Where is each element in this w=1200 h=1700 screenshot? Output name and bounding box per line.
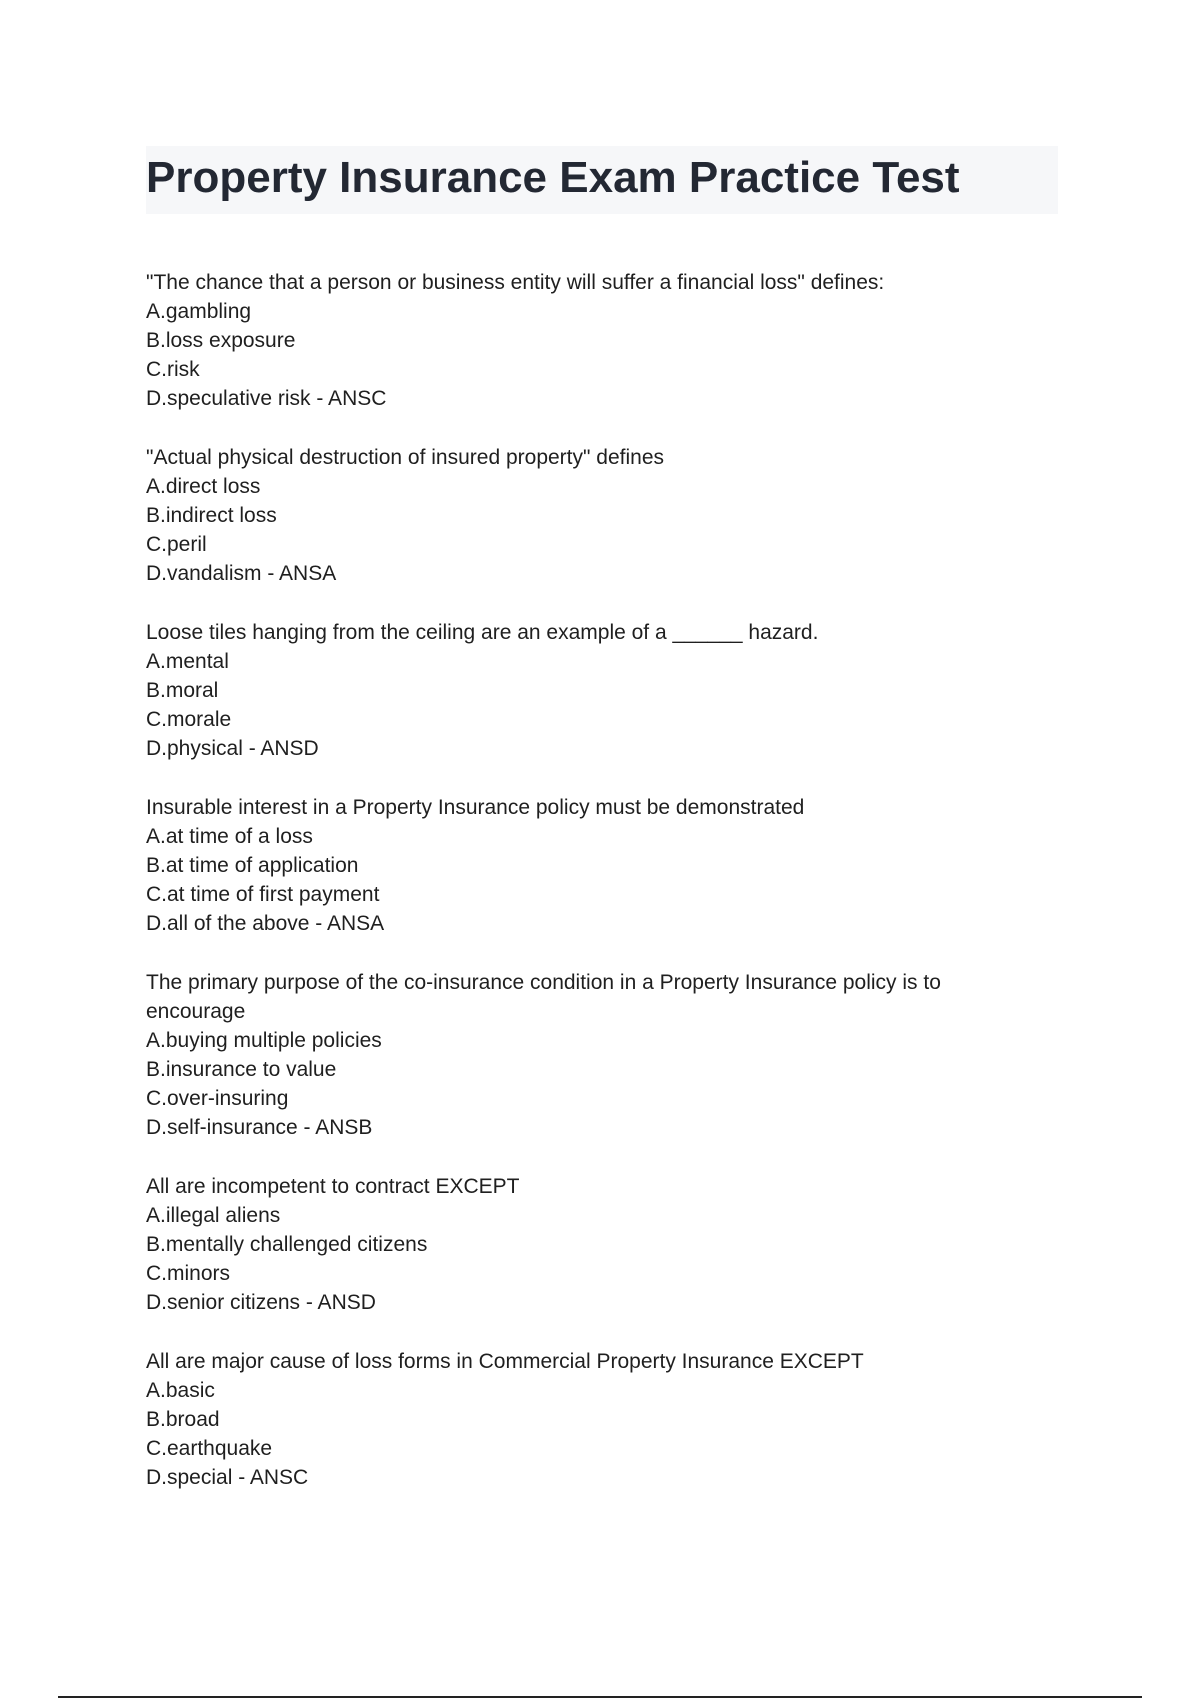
- option-a: A.gambling: [146, 300, 252, 323]
- option-d-answer: D.senior citizens - ANSD: [146, 1291, 376, 1314]
- question-text: "Actual physical destruction of insured property" defines: [146, 446, 665, 469]
- question-list: [146, 268, 1026, 1522]
- option-b: B.broad: [146, 1408, 220, 1431]
- option-d-answer: D.all of the above - ANSA: [146, 912, 385, 935]
- question-text: The primary purpose of the co-insurance condition in a Property Insurance policy is to encourage: [146, 971, 941, 1023]
- question-text: Loose tiles hanging from the ceiling are an example of a ______ hazard.: [146, 621, 819, 644]
- question-7: [146, 1347, 1026, 1492]
- option-d-answer: D.special - ANSC: [146, 1466, 309, 1489]
- option-a: A.mental: [146, 650, 229, 673]
- option-a: A.illegal aliens: [146, 1204, 281, 1227]
- option-d-answer: D.physical - ANSD: [146, 737, 319, 760]
- question-text: "The chance that a person or business entity will suffer a financial loss" defines:: [146, 271, 885, 294]
- option-c: C.peril: [146, 533, 207, 556]
- question-text: Insurable interest in a Property Insurance policy must be demonstrated: [146, 796, 805, 819]
- option-a: A.buying multiple policies: [146, 1029, 382, 1052]
- option-d-answer: D.vandalism - ANSA: [146, 562, 337, 585]
- option-a: A.basic: [146, 1379, 215, 1402]
- option-c: C.over-insuring: [146, 1087, 289, 1110]
- question-text: All are major cause of loss forms in Commercial Property Insurance EXCEPT: [146, 1350, 864, 1373]
- title-banner: [146, 146, 1058, 214]
- option-c: C.morale: [146, 708, 232, 731]
- question-2: [146, 443, 1026, 588]
- question-text: All are incompetent to contract EXCEPT: [146, 1175, 520, 1198]
- option-c: C.earthquake: [146, 1437, 273, 1460]
- question-1: [146, 268, 1026, 413]
- question-6: [146, 1172, 1026, 1317]
- question-4: [146, 793, 1026, 938]
- option-b: B.loss exposure: [146, 329, 296, 352]
- option-b: B.insurance to value: [146, 1058, 337, 1081]
- option-c: C.at time of first payment: [146, 883, 380, 906]
- question-3: [146, 618, 1026, 763]
- option-b: B.mentally challenged citizens: [146, 1233, 428, 1256]
- footer-divider: [58, 1696, 1142, 1698]
- question-5: [146, 968, 1026, 1142]
- page-title: Property Insurance Exam Practice Test: [146, 153, 960, 202]
- option-d-answer: D.self-insurance - ANSB: [146, 1116, 373, 1139]
- option-b: B.moral: [146, 679, 219, 702]
- option-a: A.at time of a loss: [146, 825, 313, 848]
- option-b: B.at time of application: [146, 854, 359, 877]
- option-c: C.minors: [146, 1262, 231, 1285]
- option-b: B.indirect loss: [146, 504, 277, 527]
- option-d-answer: D.speculative risk - ANSC: [146, 387, 387, 410]
- option-a: A.direct loss: [146, 475, 261, 498]
- option-c: C.risk: [146, 358, 200, 381]
